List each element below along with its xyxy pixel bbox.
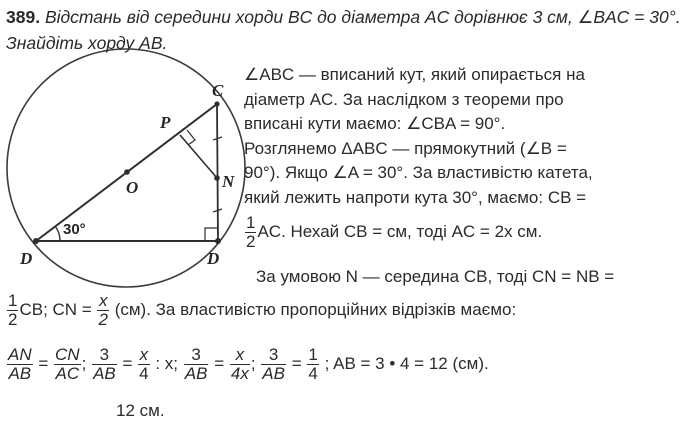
- point-a: [33, 238, 39, 244]
- fraction-3-ab-a: $\frac{3}{AB}$: [93, 345, 116, 383]
- point-n: [214, 175, 220, 181]
- answer: 12 см.: [116, 401, 165, 420]
- label-d-left: D: [20, 249, 33, 268]
- point-b: [215, 238, 221, 244]
- fraction-half: $\frac{1}{2}$: [246, 213, 256, 251]
- label-o: O: [126, 178, 139, 197]
- solution-line-9: $\frac{1}{2}$ CB; CN = $\frac{x}{2}$ (см). За властивістю пропорційних відрізків маємо:: [8, 291, 517, 329]
- fraction-3-ab-b: $\frac{3}{AB}$: [184, 345, 208, 383]
- solution-line-5: 90°). Якщо ∠A = 30°. За властивістю катета,: [244, 163, 593, 182]
- label-c: C: [212, 81, 224, 100]
- label-n: N: [222, 172, 235, 191]
- solution-line-8: За умовою N — середина CB, тоді CN = NB =: [256, 267, 615, 286]
- problem-number: 389.: [6, 7, 41, 27]
- label-p: P: [160, 113, 171, 132]
- label-angle-30: 30°: [63, 221, 86, 238]
- fraction-an-ab: $\frac{AN}{AB}$: [8, 345, 32, 383]
- solution-line-6: який лежить напроти кута 30°, маємо: CB =: [244, 188, 587, 207]
- right-angle-mark-p: [187, 130, 195, 145]
- fraction-x-4x: $\frac{x}{4x}$: [230, 345, 249, 383]
- side-bc: [217, 104, 218, 241]
- fraction-3-ab-c: $\frac{3}{AB}$: [262, 345, 285, 383]
- solution-line-10-proportions: $\frac{AN}{AB}$ = $\frac{CN}{AC}$ ; $\frac{3}{AB}$ = $\frac{x}{4}$ : x; $\frac{3}{AB}$ = $\frac{x}{4x}$ ; $\frac{3}{AB}$ = $\frac{1}{4}$ ; AB = 3 • 4 = 12 (см).: [8, 345, 489, 383]
- solution-line-4: Розглянемо ΔABC — прямокутний (∠B =: [244, 139, 567, 158]
- solution-line-2: діаметр AC. За наслідком з теореми про: [244, 90, 564, 109]
- solution-line-1: ∠ABC — вписаний кут, який опирається на: [244, 65, 585, 84]
- point-c: [214, 101, 219, 106]
- perpendicular-np: [180, 135, 217, 178]
- fraction-cn-ac: $\frac{CN}{AC}$: [55, 345, 80, 383]
- fraction-half-cb: $\frac{1}{2}$: [8, 291, 18, 329]
- angle-arc: [55, 226, 60, 241]
- fraction-x-over-2: $\frac{x}{2}$: [98, 291, 108, 329]
- label-d-right: D: [207, 249, 220, 268]
- problem-text: Відстань від середини хорди BC до діаметра AC дорівнює 3 см, ∠BAC = 30°. Знайдіть хорду AB.: [6, 7, 681, 53]
- point-center-o: [124, 169, 130, 175]
- solution-line-3: вписані кути маємо: ∠CBA = 90°.: [244, 114, 506, 133]
- fraction-1-4: $\frac{1}{4}$: [308, 345, 318, 383]
- fraction-x-4: $\frac{x}{4}$: [139, 345, 149, 383]
- solution-line-7: $\frac{1}{2}$ AC. Нехай CB = см, тоді AC = 2x см.: [246, 213, 543, 251]
